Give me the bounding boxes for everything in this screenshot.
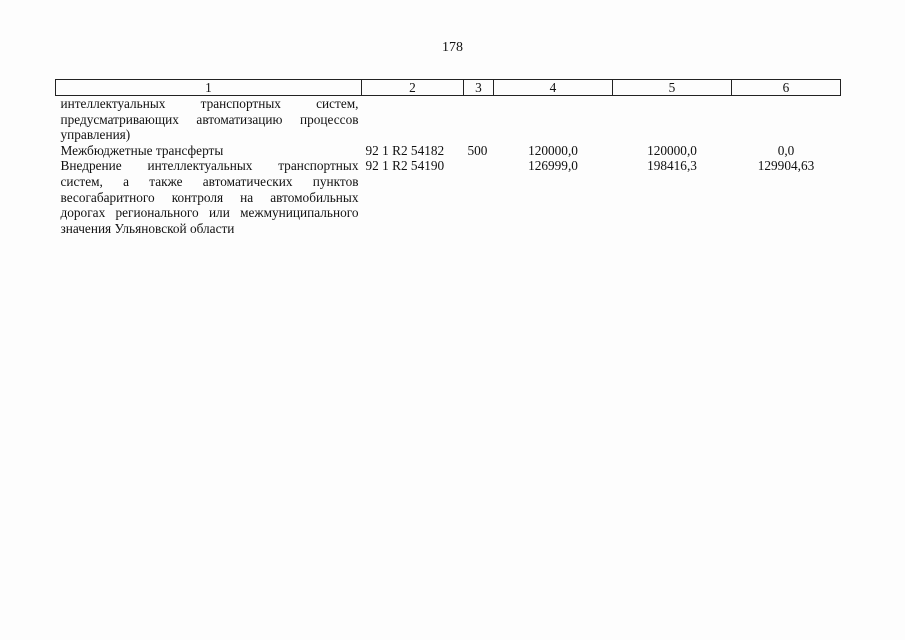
column-header-5: 5 <box>613 80 732 96</box>
page-number: 178 <box>442 40 463 55</box>
row-value-1: 126999,0 <box>528 158 578 174</box>
row-value-3: 129904,63 <box>757 158 815 174</box>
row-type <box>464 96 494 143</box>
row-value-3: 0,0 <box>777 142 795 158</box>
row-type: 500 <box>467 142 488 158</box>
row-code: 92 1 R2 54182 <box>365 142 445 158</box>
table-row <box>56 96 841 143</box>
row-code: 92 1 R2 54190 <box>365 158 445 174</box>
row-value-3 <box>732 96 841 143</box>
table-row <box>56 143 841 159</box>
row-value-2: 198416,3 <box>647 158 697 174</box>
budget-table <box>55 79 841 236</box>
column-header-6: 6 <box>732 80 841 96</box>
column-header-4: 4 <box>494 80 613 96</box>
row-value-1 <box>494 96 613 143</box>
row-code <box>362 96 464 143</box>
column-header-2: 2 <box>362 80 464 96</box>
row-value-2: 120000,0 <box>647 142 697 158</box>
row-name: интеллектуальных транспортных систем, предусматривающих автоматизацию процессов управления) <box>60 96 359 143</box>
table-row <box>56 158 841 236</box>
column-number-header <box>56 80 841 96</box>
row-value-2 <box>613 96 732 143</box>
row-name: Внедрение интеллектуальных транспортных систем, а также автоматических пунктов весогабаритного контроля на автомобильных дорогах регионального или межмуниципального значения Ульяновской области <box>60 158 359 236</box>
row-value-1: 120000,0 <box>528 142 578 158</box>
column-header-3: 3 <box>464 80 494 96</box>
row-type <box>464 158 494 236</box>
row-name: Межбюджетные трансферты <box>60 142 224 158</box>
column-header-1: 1 <box>56 80 362 96</box>
